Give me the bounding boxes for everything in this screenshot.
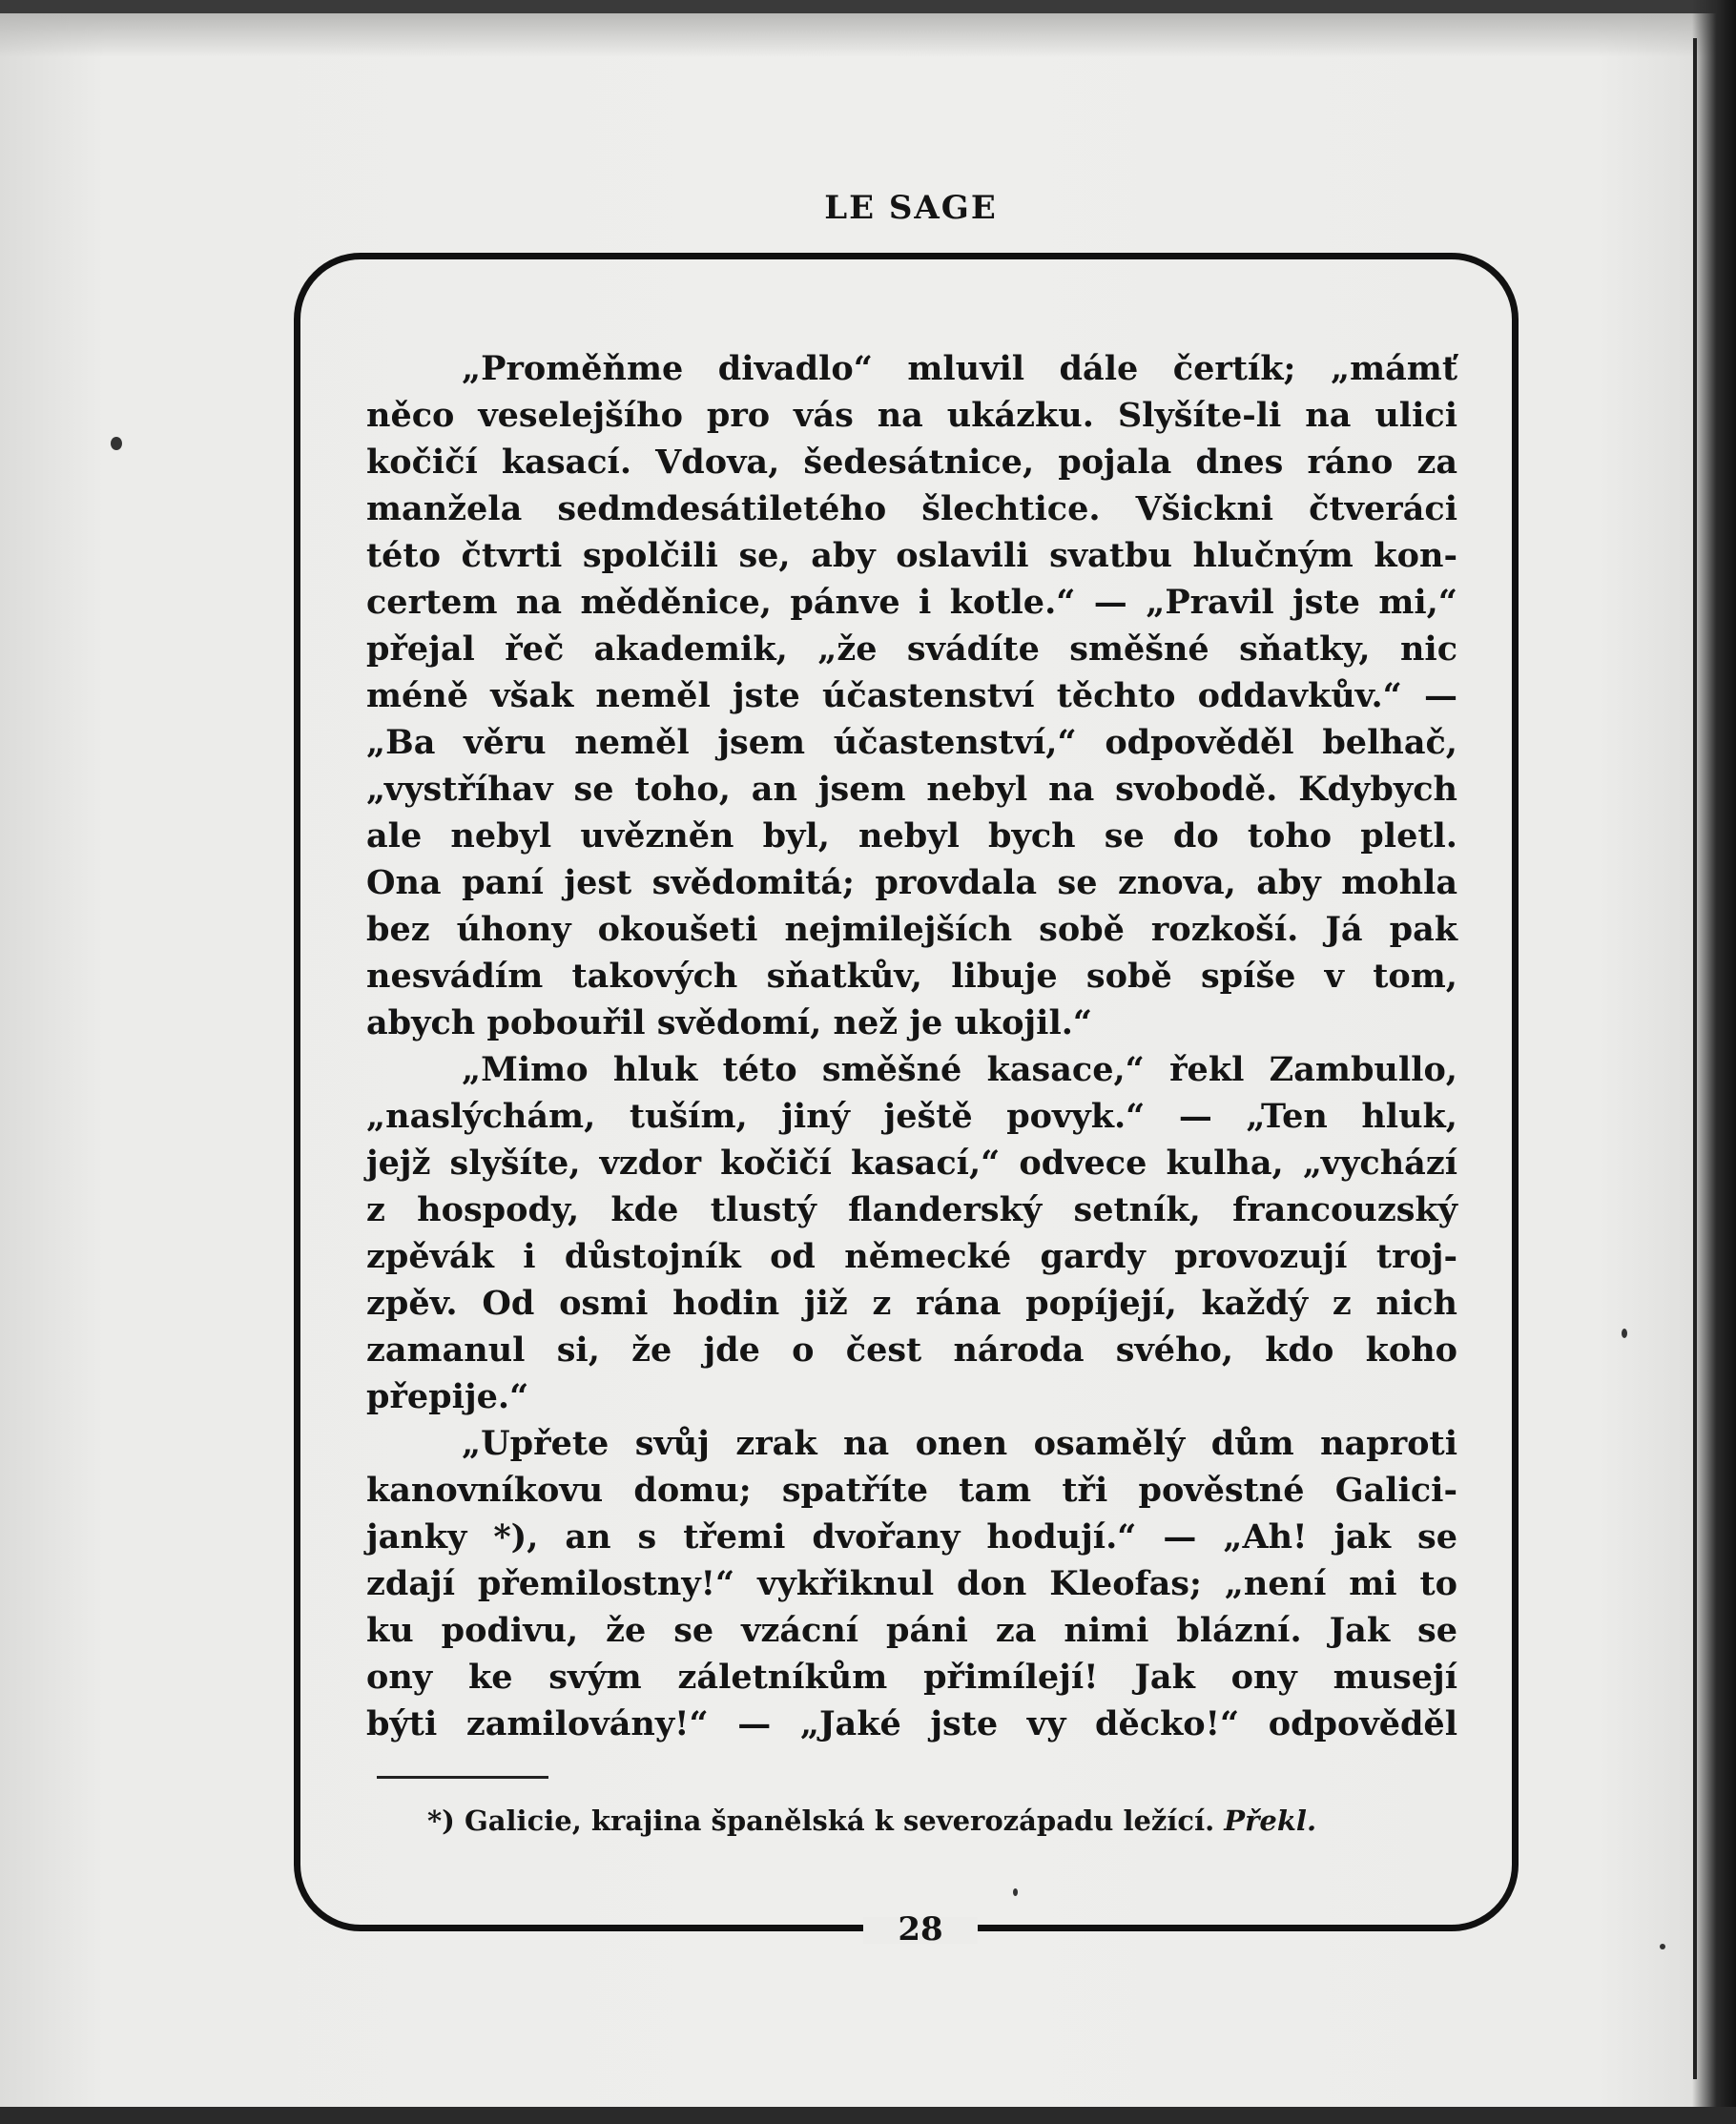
text-line: bez úhony okoušeti nejmilejších sobě rozkoší. Já pak: [366, 910, 1457, 949]
scan-speck: [111, 437, 122, 450]
scan-speck: [1660, 1944, 1665, 1949]
text-line: „vystříhav se toho, an jsem nebyl na svobodě. Kdybych: [366, 770, 1457, 809]
text-line: ku podivu, že se vzácní páni za nimi blázní. Jak se: [366, 1611, 1457, 1650]
text-line: nesvádím takových sňatkův, libuje sobě spíše v tom,: [366, 957, 1457, 996]
text-line: abych pobouřil svědomí, než je ukojil.“: [366, 1003, 1093, 1042]
footnote-text: *) Galicie, krajina španělská k severozápadu ležící.: [427, 1804, 1215, 1837]
scan-gutter-line: [1693, 38, 1697, 2079]
text-line: z hospody, kde tlustý flanderský setník, francouzský: [366, 1190, 1457, 1229]
body-text: [366, 345, 1457, 1747]
text-line: kanovníkovu domu; spatříte tam tři pověstné Galici-: [366, 1471, 1457, 1510]
text-line: přepije.“: [366, 1377, 529, 1416]
text-line: zpěv. Od osmi hodin již z rána popíjejí, každý z nich: [366, 1284, 1457, 1323]
text-line: janky *), an s třemi dvořany hodují.“ — „Ah! jak se: [366, 1517, 1457, 1557]
text-line: ale nebyl uvězněn byl, nebyl bych se do toho pletl.: [366, 816, 1457, 856]
running-head: LE SAGE: [824, 189, 998, 227]
text-line: této čtvrti spolčili se, aby oslavili svatbu hlučným kon-: [366, 536, 1457, 575]
scan-speck: [1622, 1329, 1627, 1338]
page-number: 28: [898, 1910, 943, 1949]
text-line: „Upřete svůj zrak na onen osamělý dům naproti: [462, 1424, 1457, 1463]
text-line: „Proměňme divadlo“ mluvil dále čertík; „mámť: [462, 349, 1457, 388]
footnote: [427, 1804, 1486, 1837]
text-line: něco veselejšího pro vás na ukázku. Slyšíte-li na ulici: [366, 396, 1457, 435]
text-line: přejal řeč akademik, „že svádíte směšné sňatky, nic: [366, 629, 1457, 669]
text-line: zdají přemilostny!“ vykřiknul don Kleofas; „není mi to: [366, 1564, 1457, 1603]
text-line: méně však neměl jste účastenství těchto oddavkův.“ —: [366, 676, 1457, 715]
scan-right-edge: [1692, 0, 1736, 2124]
text-line: jejž slyšíte, vzdor kočičí kasací,“ odvece kulha, „vychází: [366, 1144, 1457, 1183]
text-line: „Ba věru neměl jsem účastenství,“ odpověděl belhač,: [366, 723, 1457, 762]
text-line: certem na měděnice, pánve i kotle.“ — „Pravil jste mi,“: [366, 583, 1457, 622]
scan-speck: [1013, 1888, 1018, 1896]
text-line: manžela sedmdesátiletého šlechtice. Všickni čtveráci: [366, 489, 1457, 528]
text-line: „naslýchám, tuším, jiný ještě povyk.“ — „Ten hluk,: [366, 1097, 1457, 1136]
scan-bottom-edge: [0, 2107, 1736, 2124]
scan-top-edge: [0, 0, 1736, 13]
footnote-translator-mark: Překl.: [1224, 1804, 1317, 1837]
text-line: býti zamilovány!“ — „Jaké jste vy děcko!“ odpověděl: [366, 1704, 1457, 1743]
text-line: zamanul si, že jde o čest národa svého, kdo koho: [366, 1330, 1457, 1370]
footnote-rule: [377, 1776, 548, 1779]
text-line: kočičí kasací. Vdova, šedesátnice, pojala dnes ráno za: [366, 443, 1457, 482]
scan-top-shadow: [0, 13, 1736, 57]
text-line: „Mimo hluk této směšné kasace,“ řekl Zambullo,: [462, 1050, 1457, 1089]
text-line: zpěvák i důstojník od německé gardy provozují troj-: [366, 1237, 1457, 1276]
text-line: ony ke svým záletníkům přimílejí! Jak ony musejí: [366, 1658, 1457, 1697]
text-line: Ona paní jest svědomitá; provdala se znova, aby mohla: [366, 863, 1457, 902]
